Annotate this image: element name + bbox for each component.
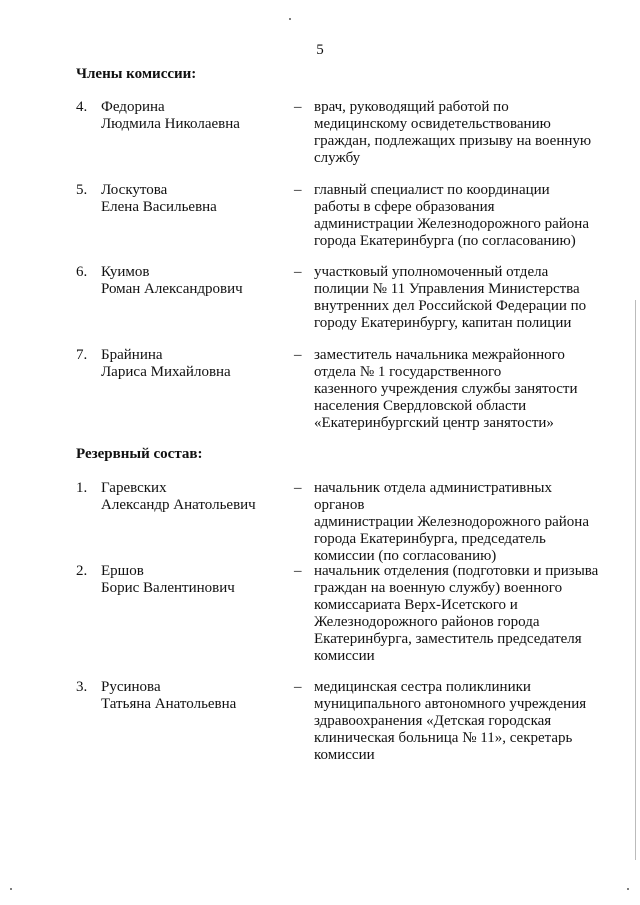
person-name: Лоскутова Елена Васильевна: [101, 182, 217, 215]
section-title-members: Члены комиссии:: [76, 66, 197, 82]
item-number: 1.: [76, 480, 88, 496]
person-name: Брайнина Лариса Михайловна: [101, 347, 231, 380]
dash: –: [294, 99, 302, 115]
person-name: Гаревских Александр Анатольевич: [101, 480, 256, 513]
person-name: Куимов Роман Александрович: [101, 264, 243, 297]
item-number: 2.: [76, 563, 88, 579]
dash: –: [294, 679, 302, 695]
scan-speck: [10, 888, 12, 890]
item-number: 5.: [76, 182, 88, 198]
item-number: 6.: [76, 264, 88, 280]
page-number: 5: [316, 42, 324, 58]
dash: –: [294, 182, 302, 198]
person-role: заместитель начальника межрайонного отдела № 1 государственного казенного учреждения службы занятости населения Свердловской области «Екатеринбургский центр занятости»: [314, 347, 578, 431]
dash: –: [294, 480, 302, 496]
item-number: 3.: [76, 679, 88, 695]
person-role: участковый уполномоченный отдела полиции № 11 Управления Министерства внутренних дел Российской Федерации по городу Екатеринбургу, капитан полиции: [314, 264, 587, 331]
item-number: 4.: [76, 99, 88, 115]
scan-edge-line: [635, 300, 636, 860]
person-role: медицинская сестра поликлиники муниципального автономного учреждения здравоохранения «Детская городская клиническая больница № 11», секретарь комиссии: [314, 679, 587, 763]
person-role: врач, руководящий работой по медицинскому освидетельствованию граждан, подлежащих призыву на военную службу: [314, 99, 592, 166]
person-role: начальник отделения (подготовки и призыва граждан на военную службу) военного комиссариата Верх-Исетского и Железнодорожного районов города Екатеринбурга, заместитель председателя комиссии: [314, 563, 599, 664]
person-name: Русинова Татьяна Анатольевна: [101, 679, 237, 712]
dash: –: [294, 347, 302, 363]
dash: –: [294, 264, 302, 280]
dash: –: [294, 563, 302, 579]
person-role: главный специалист по координации работы в сфере образования администрации Железнодорожного района города Екатеринбурга (по согласованию): [314, 182, 589, 249]
item-number: 7.: [76, 347, 88, 363]
person-role: начальник отдела административных органов администрации Железнодорожного района города Екатеринбурга, председатель комиссии (по согласованию): [314, 480, 589, 564]
person-name: Ершов Борис Валентинович: [101, 563, 235, 596]
scan-speck: [627, 888, 629, 890]
person-name: Федорина Людмила Николаевна: [101, 99, 240, 132]
section-title-reserve: Резервный состав:: [76, 446, 203, 462]
scan-speck: [289, 18, 291, 20]
